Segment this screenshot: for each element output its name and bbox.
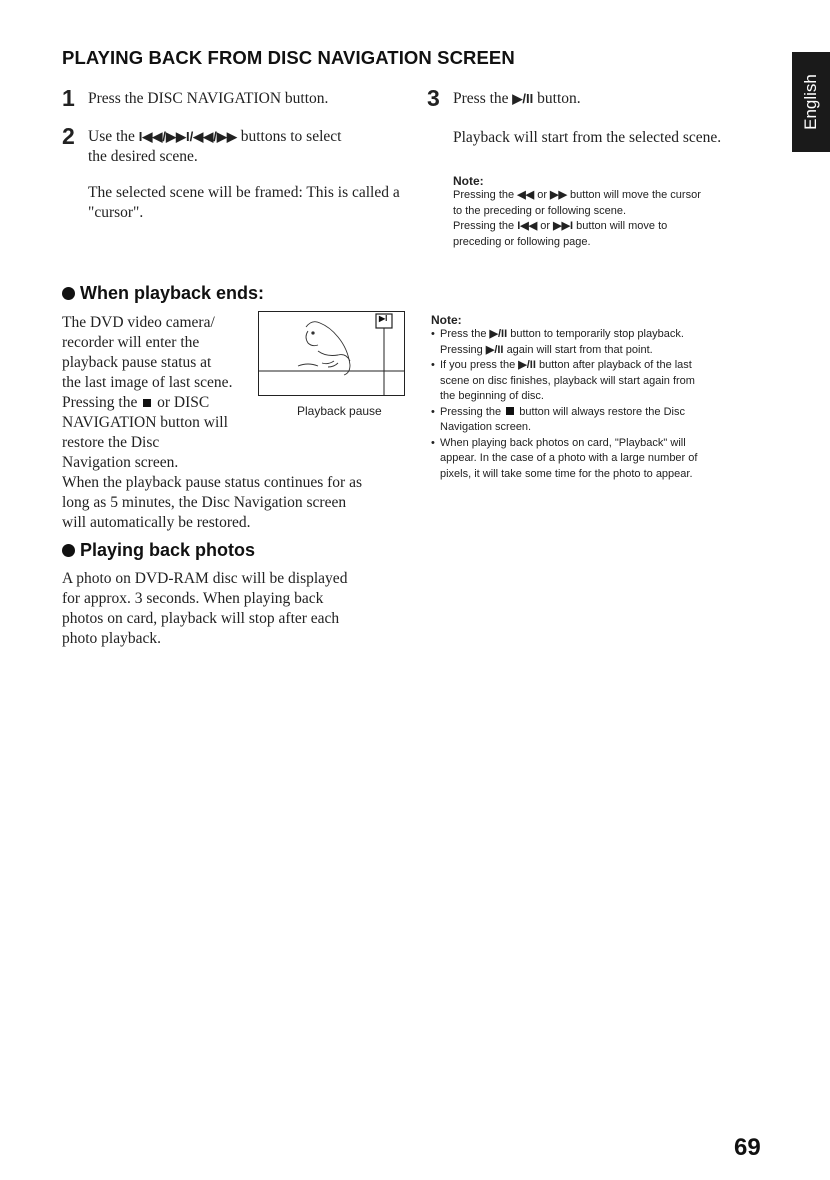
language-tab-label: English [801, 74, 820, 130]
note-line: preceding or following page. [453, 235, 591, 248]
page-title: PLAYING BACK FROM DISC NAVIGATION SCREEN [62, 47, 515, 68]
photos-text: A photo on DVD-RAM disc will be displayed for approx. 3 seconds. When playing back photos on card, playback will stop after each photo playback. [62, 570, 348, 647]
step-paragraph: The selected scene will be framed: This is called a "cursor". [88, 184, 400, 221]
note-playback [431, 313, 781, 482]
page-number: 69 [734, 1134, 761, 1161]
step-number: 2 [62, 123, 75, 149]
step-paragraph: Playback will start from the selected scene. [453, 129, 722, 146]
step-number: 1 [62, 85, 75, 111]
screen-illustration [258, 311, 405, 396]
note-line: to the preceding or following scene. [453, 204, 627, 217]
note-list [431, 327, 781, 482]
step-text: Press the ▶/II button. [453, 90, 581, 107]
play-pause-icon: ▶/II [518, 359, 536, 371]
section-heading-photos: Playing back photos [62, 540, 255, 561]
step-text-line2: the desired scene. [88, 148, 198, 165]
playback-ends-text-continued: When the playback pause status continues for as long as 5 minutes, the Disc Navigation screen will automatically be restored. [62, 474, 363, 531]
playback-ends-text: The DVD video camera/ recorder will enter the playback pause status at the last image of last scene. Pressing the or DISC NAVIGATION button will restore the Disc Navigation screen. [62, 314, 233, 471]
language-tab [792, 52, 830, 152]
stop-icon [506, 407, 514, 415]
list-item: • Press the ▶/II button to temporarily stop playback. Pressing ▶/II again will start from that point. [431, 327, 781, 358]
note-navigation [453, 174, 773, 250]
note-heading: Note: [453, 174, 484, 188]
step-1 [62, 85, 382, 113]
step-2 [62, 123, 402, 247]
nav-buttons: I◀◀/▶▶I/◀◀/▶▶ [138, 129, 237, 144]
step-number: 3 [427, 85, 440, 111]
list-item: • Pressing the button will always restore the Disc Navigation screen. [431, 405, 781, 436]
section-heading-playback-ends: When playback ends: [62, 283, 264, 304]
figure-caption: Playback pause [297, 404, 382, 418]
list-item: • If you press the ▶/II button after playback of the last scene on disc finishes, playback will start again from the beginning of disc. [431, 358, 781, 405]
stop-icon [143, 399, 151, 407]
note-line: Pressing the ◀◀ or ▶▶ button will move the cursor [453, 189, 701, 201]
rewind-icon: ◀◀ [517, 189, 535, 201]
step-text: Press the DISC NAVIGATION button. [88, 90, 329, 107]
pause-indicator-icon: ▶I [379, 314, 388, 323]
list-item: • When playing back photos on card, "Playback" will appear. In the case of a photo with a large number of pixels, it will take some time for the photo to appear. [431, 436, 781, 483]
play-pause-icon: ▶/II [485, 343, 504, 356]
play-pause-icon: ▶/II [489, 328, 508, 340]
bullet-icon [62, 544, 75, 557]
playback-pause-illustration [258, 311, 405, 396]
skip-back-icon: I◀◀ [517, 220, 538, 232]
fast-forward-icon: ▶▶ [550, 189, 567, 201]
note-line: Pressing the I◀◀ or ▶▶I button will move to [453, 220, 668, 232]
play-pause-button-glyph: ▶/II [512, 91, 534, 106]
dog-sketch-icon [298, 322, 350, 375]
bullet-icon [62, 287, 75, 300]
note-heading: Note: [431, 313, 462, 327]
step-3 [427, 85, 777, 159]
skip-forward-icon: ▶▶I [553, 220, 574, 232]
step-text: Use the I◀◀/▶▶I/◀◀/▶▶ buttons to select [88, 128, 342, 145]
